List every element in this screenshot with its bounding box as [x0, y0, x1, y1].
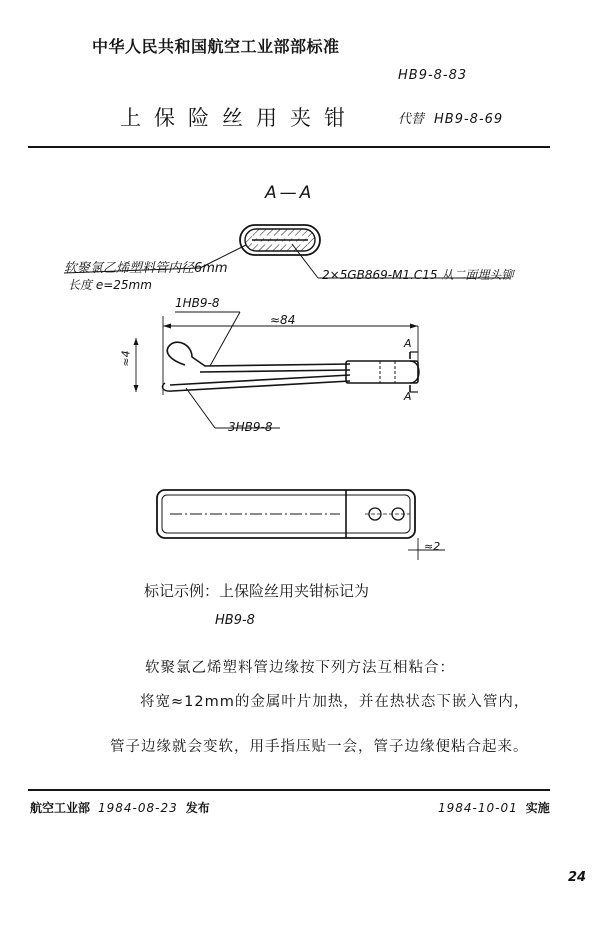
- section-mark-top: A: [404, 337, 412, 350]
- replaces-value: HB9-8-69: [434, 112, 504, 127]
- paragraph-2: 将宽≈12mm的金属叶片加热，并在热状态下嵌入管内，: [140, 694, 530, 710]
- callout-rivet: 2×5GB869-M1.C15 从二面埋头铆: [322, 268, 514, 282]
- section-label: A—A: [265, 183, 315, 203]
- dimension-thickness: ≈2: [424, 540, 441, 553]
- dimension-height: ≈4: [119, 350, 133, 367]
- part-label-1: 1HB9-8: [175, 296, 220, 310]
- callout-length: 长度 e=25mm: [68, 278, 152, 292]
- effective-date: 1984-10-01: [438, 801, 518, 815]
- document-title: 上保险丝用夹钳: [120, 106, 358, 130]
- issuing-organization: 中华人民共和国航空工业部部标准: [92, 37, 340, 56]
- standard-number: HB9-8-83: [398, 68, 468, 83]
- paragraph-1: 软聚氯乙烯塑料管边缘按下列方法互相粘合：: [145, 660, 455, 676]
- footer-rule: [28, 789, 550, 791]
- issuer: 航空工业部: [30, 801, 91, 815]
- marking-example-label: 标记示例：上保险丝用夹钳标记为: [144, 582, 370, 600]
- callout-tube: 软聚氯乙烯塑料管内径6mm: [64, 261, 228, 276]
- paragraph-3: 管子边缘就会变软，用手指压贴一会，管子边缘便粘合起来。: [110, 739, 529, 755]
- top-view: [157, 490, 445, 560]
- page-number: 24: [568, 870, 587, 885]
- effective-label: 实施: [525, 801, 550, 815]
- section-a-a-view: [240, 225, 320, 255]
- dimension-length: ≈84: [270, 313, 296, 327]
- replaces-label: 代替: [398, 112, 425, 127]
- effective-info: [430, 799, 550, 816]
- marking-example-value: HB9-8: [215, 613, 255, 628]
- issue-date: 1984-08-23: [98, 801, 178, 815]
- part-label-3: 3HB9-8: [228, 420, 273, 434]
- side-view: [134, 312, 420, 428]
- section-mark-bottom: A: [404, 390, 412, 403]
- issue-info: [30, 799, 210, 816]
- issue-label: 发布: [185, 801, 210, 815]
